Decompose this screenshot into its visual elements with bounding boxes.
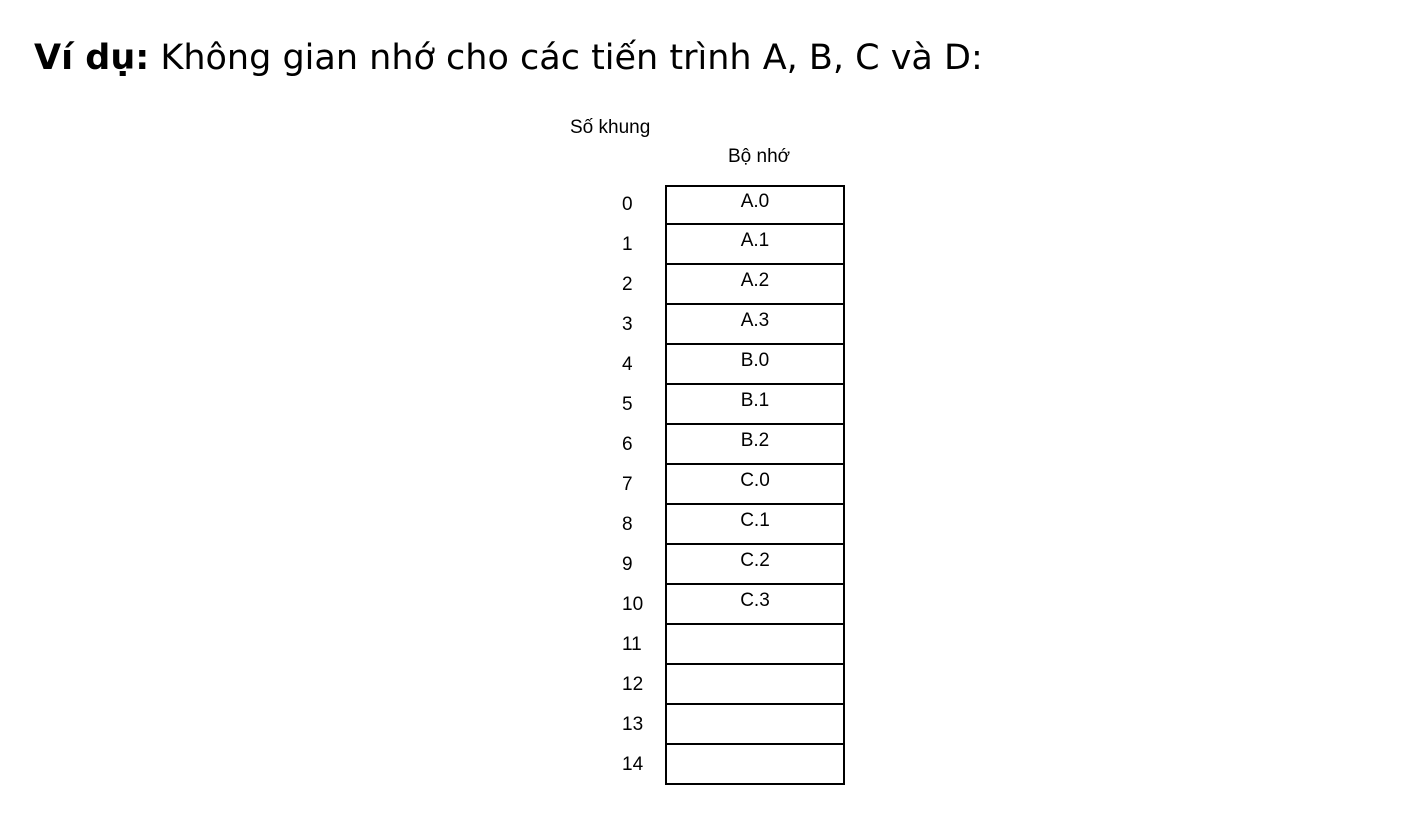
frame-number: 5 <box>622 394 633 415</box>
memory-row <box>612 305 845 345</box>
memory-frame-cell: B.2 <box>665 425 845 465</box>
memory-frame-cell <box>665 625 845 665</box>
memory-row <box>612 665 845 705</box>
heading <box>34 34 983 82</box>
memory-table <box>612 185 845 785</box>
memory-row <box>612 185 845 225</box>
frame-number: 1 <box>622 234 633 255</box>
heading-text: Không gian nhớ cho các tiến trình A, B, C và D: <box>149 38 983 78</box>
frame-number: 6 <box>622 434 633 455</box>
memory-row <box>612 225 845 265</box>
frame-number: 7 <box>622 474 633 495</box>
memory-row <box>612 585 845 625</box>
memory-frame-cell <box>665 745 845 785</box>
memory-row <box>612 385 845 425</box>
memory-row <box>612 545 845 585</box>
frame-number: 4 <box>622 354 633 375</box>
memory-frame-cell: A.0 <box>665 185 845 225</box>
frame-number: 8 <box>622 514 633 535</box>
frame-number: 14 <box>622 754 644 775</box>
memory-row <box>612 465 845 505</box>
memory-frame-cell: B.0 <box>665 345 845 385</box>
frame-number: 10 <box>622 594 644 615</box>
memory-frame-cell: A.2 <box>665 265 845 305</box>
frame-number: 11 <box>622 634 642 655</box>
memory-frame-cell <box>665 665 845 705</box>
memory-row <box>612 505 845 545</box>
memory-frame-cell: A.3 <box>665 305 845 345</box>
memory-row <box>612 425 845 465</box>
frame-number: 9 <box>622 554 633 575</box>
memory-frame-cell: C.2 <box>665 545 845 585</box>
memory-frame-cell: C.1 <box>665 505 845 545</box>
memory-frame-cell: A.1 <box>665 225 845 265</box>
memory-frame-cell <box>665 705 845 745</box>
frame-number: 13 <box>622 714 644 735</box>
memory-row <box>612 705 845 745</box>
frame-number: 2 <box>622 274 633 295</box>
frame-number: 0 <box>622 194 633 215</box>
memory-row <box>612 265 845 305</box>
frame-number: 12 <box>622 674 644 695</box>
frame-number: 3 <box>622 314 633 335</box>
frame-number-label: Số khung <box>570 117 651 138</box>
memory-frame-cell: C.0 <box>665 465 845 505</box>
memory-row <box>612 625 845 665</box>
memory-frame-cell: C.3 <box>665 585 845 625</box>
heading-bold-label: Ví dụ: <box>34 38 150 78</box>
memory-row <box>612 745 845 785</box>
memory-row <box>612 345 845 385</box>
memory-frame-cell: B.1 <box>665 385 845 425</box>
memory-label: Bộ nhớ <box>728 146 791 167</box>
